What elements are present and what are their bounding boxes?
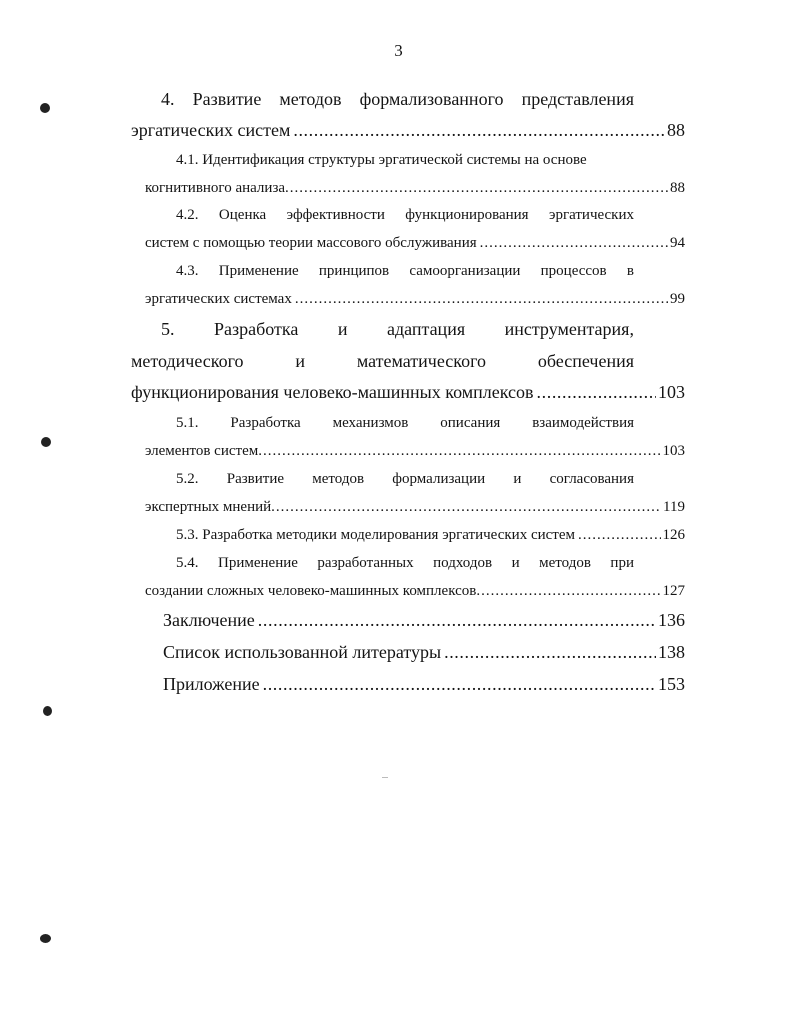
word: инструментария,: [504, 319, 634, 339]
toc-entry-references[interactable]: [163, 642, 685, 663]
toc-subentry-4-1-line-1: 4.1. Идентификация структуры эргатической системы на основе: [176, 152, 587, 168]
word: в: [626, 263, 634, 279]
word: при: [610, 555, 634, 571]
toc-page-number: 103: [658, 382, 685, 402]
scan-mark: [382, 777, 388, 778]
dot-leader: [444, 642, 656, 663]
word: принципов: [318, 263, 390, 279]
word: математического: [356, 351, 487, 371]
word: Развитие: [226, 471, 285, 487]
word: и: [511, 555, 520, 571]
toc-page-number: 94: [670, 235, 685, 251]
dot-leader: [258, 610, 656, 631]
word: формализации: [392, 471, 486, 487]
word: Оценка: [218, 207, 267, 223]
scan-speck: [40, 934, 51, 943]
dot-leader: [578, 527, 661, 544]
toc-subentry-5-4[interactable]: [145, 583, 685, 600]
toc-entry-label: создании сложных человеко-машинных комплексов: [145, 583, 477, 599]
toc-page-number: 119: [663, 499, 685, 515]
toc-page-number: 127: [662, 583, 685, 599]
toc-entry-label: функционирования человеко-машинных комплексов: [131, 382, 534, 402]
dot-leader: [258, 443, 660, 460]
word: Разработка: [213, 319, 299, 339]
toc-page-number: 99: [670, 291, 685, 307]
dot-leader: [263, 674, 656, 695]
word: взаимодействия: [532, 415, 634, 431]
toc-subentry-4-3-line-1: [176, 263, 634, 280]
word: процессов: [540, 263, 607, 279]
word: эргатических: [549, 207, 634, 223]
toc-subentry-5-1[interactable]: [145, 443, 685, 460]
word: 5.2.: [176, 471, 199, 487]
toc-entry-label: Заключение: [163, 610, 255, 630]
toc-page-number: 103: [662, 443, 685, 459]
toc-subentry-5-2[interactable]: [145, 499, 685, 516]
word: и: [513, 471, 522, 487]
toc-page-number: 126: [662, 527, 685, 543]
section-5-title-line-1: [161, 319, 634, 340]
dot-leader: [537, 382, 656, 403]
dot-leader: [285, 180, 668, 197]
word: представления: [521, 89, 634, 109]
word: 5.: [161, 319, 175, 339]
word: формализованного: [359, 89, 504, 109]
word: самоорганизации: [409, 263, 521, 279]
word: 4.: [161, 89, 175, 109]
toc-subentry-4-2-line-1: [176, 207, 634, 224]
page-number: 3: [394, 41, 403, 60]
toc-entry-label: экспертных мнений: [145, 499, 272, 515]
word: Развитие: [192, 89, 262, 109]
toc-entry-section-5[interactable]: [131, 382, 685, 403]
toc-subentry-4-1[interactable]: [145, 180, 685, 197]
scan-speck: [40, 103, 50, 113]
dot-leader: [295, 291, 668, 308]
word: Разработка: [230, 415, 301, 431]
word: и: [295, 351, 306, 371]
toc-subentry-5-2-line-1: [176, 471, 634, 488]
toc-entry-appendix[interactable]: [163, 674, 685, 695]
toc-page-number: 88: [667, 120, 685, 140]
word: методов: [312, 471, 365, 487]
word: Применение: [218, 555, 298, 571]
word: методов: [539, 555, 591, 571]
toc-entry-conclusion[interactable]: [163, 610, 685, 631]
word: функционирования: [405, 207, 529, 223]
toc-page-number: 136: [658, 610, 685, 630]
word: 5.4.: [176, 555, 199, 571]
scan-speck: [43, 706, 52, 716]
toc-subentry-5-4-line-1: [176, 555, 634, 572]
word: подходов: [433, 555, 493, 571]
word: описания: [440, 415, 501, 431]
dot-leader: [271, 499, 661, 516]
dot-leader: [480, 235, 668, 252]
toc-entry-label: систем с помощью теории массового обслуживания: [145, 235, 477, 251]
word: адаптация: [386, 319, 466, 339]
scan-speck: [41, 437, 51, 447]
word: 4.3.: [176, 263, 199, 279]
section-4-title-line-1: [161, 89, 634, 110]
toc-entry-label: Список использованной литературы: [163, 642, 442, 662]
word: методического: [131, 351, 244, 371]
dot-leader: [293, 120, 665, 141]
toc-entry-label: элементов систем: [145, 443, 259, 459]
toc-entry-section-4[interactable]: [131, 120, 685, 141]
word: эффективности: [286, 207, 385, 223]
toc-page-number: 138: [658, 642, 685, 662]
toc-subentry-5-1-line-1: [176, 415, 634, 432]
toc-subentry-5-3[interactable]: [176, 527, 685, 544]
word: обеспечения: [537, 351, 634, 371]
word: Применение: [218, 263, 299, 279]
toc-entry-label: эргатических систем: [131, 120, 291, 140]
toc-page-number: 153: [658, 674, 685, 694]
word: разработанных: [317, 555, 414, 571]
word: и: [337, 319, 348, 339]
word: методов: [279, 89, 342, 109]
section-5-title-line-2: [131, 351, 634, 372]
word: согласования: [549, 471, 634, 487]
toc-entry-label: Приложение: [163, 674, 260, 694]
dot-leader: [476, 583, 660, 600]
toc-subentry-4-3[interactable]: [145, 291, 685, 308]
toc-entry-label: эргатических системах: [145, 291, 292, 307]
word: механизмов: [332, 415, 409, 431]
toc-entry-label: когнитивного анализа: [145, 180, 286, 196]
toc-page-number: 88: [670, 180, 685, 196]
toc-entry-label: 5.3. Разработка методики моделирования эргатических систем: [176, 527, 575, 543]
word: 4.2.: [176, 207, 199, 223]
word: 5.1.: [176, 415, 199, 431]
toc-subentry-4-2[interactable]: [145, 235, 685, 252]
